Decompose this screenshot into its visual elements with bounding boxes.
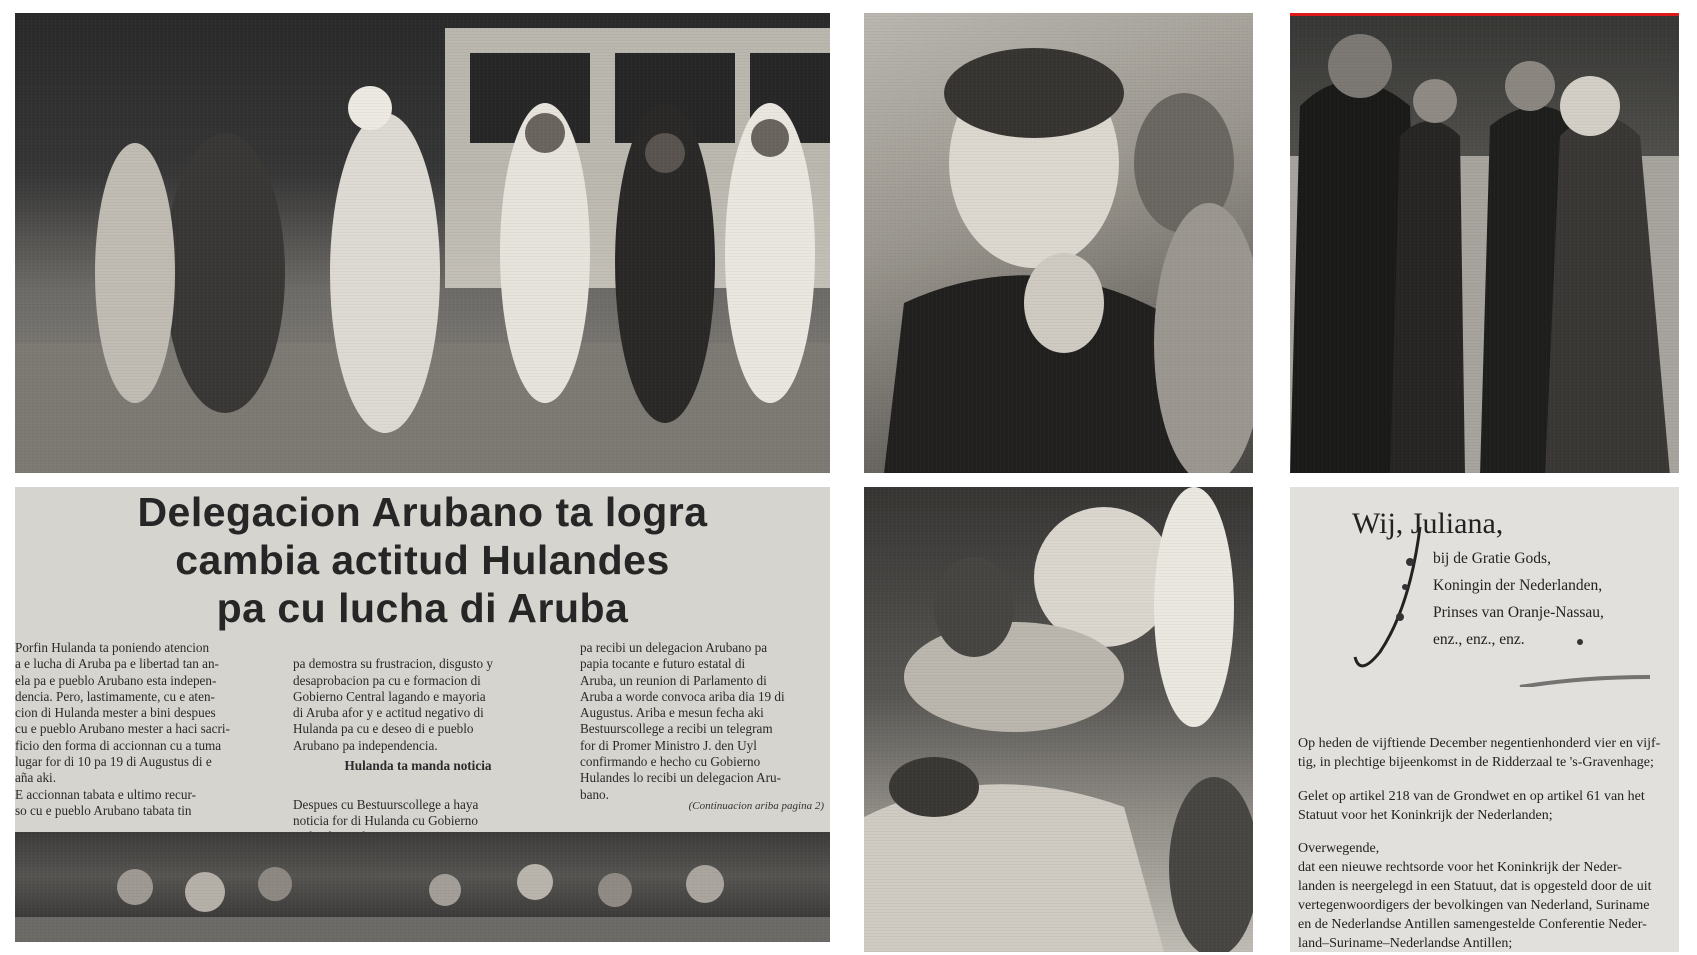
headline-line-2: cambia actitud Hulandes bbox=[175, 537, 670, 583]
decree-line-2: Koningin der Nederlanden, bbox=[1433, 577, 1603, 594]
photo-street-arrest-drawing bbox=[15, 13, 830, 473]
decree-ink-flourish bbox=[1290, 487, 1679, 687]
royal-decree-document bbox=[1290, 487, 1679, 952]
decree-paragraph-3: Overwegende, dat een nieuwe rechtsorde voor het Koninkrijk der Neder- landen is neergelegd in een Statuut, dat is opgesteld door de uit vertegenwoordigers der bevolkingen van Nederland, Suriname en de Nederlandse Antillen samengestelde Conferentie Neder- land–Suriname–Nederlandse Antillen; bbox=[1298, 841, 1652, 951]
photo-dignitaries-group bbox=[1290, 13, 1679, 473]
article-column-1: Porfin Hulanda ta poniendo atencion a e lucha di Aruba pa e libertad tan an- ela pa e pueblo Arubano esta indepen- dencia. Pero, lastimamente, cu e aten- cion di Hulanda mester a bini despues cu e pueblo Arubano mester a haci sacri- ficio den forma di accionnan cu a tuma lugar for di 10 pa 19 di Augustus di e aña aki. E accionnan tabata e ultimo recur- so cu e pueblo Arubano tabata tin bbox=[15, 640, 230, 818]
decree-paragraph-2: Gelet op artikel 218 van de Grondwet en op artikel 61 van het Statuut voor het Koninkrijk der Nederlanden; bbox=[1298, 789, 1645, 823]
newspaper-meeting-photo-drawing bbox=[15, 832, 830, 942]
photo-street-arrest bbox=[15, 13, 830, 473]
newspaper-meeting-photo bbox=[15, 832, 830, 942]
article-column-2-bottom: Despues cu Bestuurscollege a haya noticia for di Hulanda cu Gobierno bbox=[293, 796, 479, 828]
photo-injured-man bbox=[864, 487, 1253, 952]
photo-injured-man-drawing bbox=[864, 487, 1253, 952]
article-column-3: pa recibi un delegacion Arubano pa papia tocante e futuro estatal di Aruba, un reunion di Parlamento di Aruba a worde convoca ariba dia 19 di Augustus. Ariba e mesun fecha aki Bestuurscollege a recibi un telegram for di Promer Ministro J. den Uyl confirmando e hecho cu Gobierno Hulandes lo recibi un delegacion Aru- bano. bbox=[580, 640, 785, 802]
article-column-2 bbox=[293, 640, 543, 846]
photo-portrait-man bbox=[864, 13, 1253, 473]
photo-dignitaries-group-drawing bbox=[1290, 16, 1679, 473]
headline-line-3: pa cu lucha di Aruba bbox=[216, 585, 629, 631]
newspaper-clipping bbox=[15, 487, 830, 942]
headline-line-1: Delegacion Arubano ta logra bbox=[137, 489, 708, 535]
decree-title: Wij, Juliana, bbox=[1352, 507, 1504, 540]
decree-line-3: Prinses van Oranje-Nassau, bbox=[1433, 604, 1604, 621]
decree-line-1: bij de Gratie Gods, bbox=[1433, 550, 1551, 567]
article-column-2-top: pa demostra su frustracion, disgusto y desaprobacion pa cu e formacion di Gobierno Central lagando e mayoria di Aruba afor y e actitud negativo di Hulanda pa cu e deseo di e pueblo Arubano pa independencia. bbox=[293, 656, 493, 753]
decree-line-4: enz., enz., enz. bbox=[1433, 631, 1525, 648]
decree-paragraph-1: Op heden de vijftiende December negentienhonderd vier en vijf- tig, in plechtige bijeenkomst in de Ridderzaal te 's-Gravenhage; bbox=[1298, 736, 1661, 770]
continuation-note: (Continuacion ariba pagina 2) bbox=[688, 800, 824, 812]
article-subhead: Hulanda ta manda noticia bbox=[344, 758, 492, 774]
photo-portrait-man-drawing bbox=[864, 13, 1253, 473]
